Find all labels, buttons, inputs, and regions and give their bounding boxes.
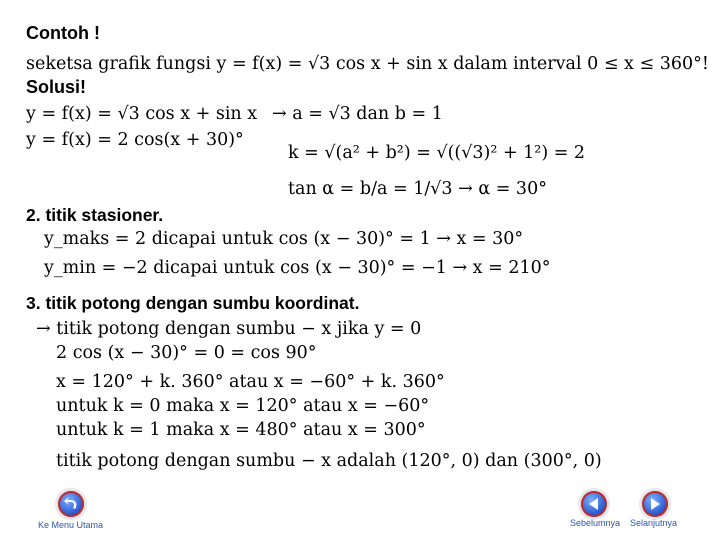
section-3-line-3: x = 120° + k. 360° atau x = −60° + k. 360° <box>56 372 445 392</box>
y-max-line: y_maks = 2 dicapai untuk cos (x − 30)° = 1 → x = 30° <box>44 229 524 249</box>
tan-equation: tan α = b/a = 1/√3 → α = 30° <box>288 179 547 199</box>
section-3-line-1: → titik potong dengan sumbu − x jika y = 0 <box>36 319 422 339</box>
right-triangle-icon <box>642 491 668 517</box>
section-3-line-6: titik potong dengan sumbu − x adalah (120°, 0) dan (300°, 0) <box>56 451 602 471</box>
equation-2: y = f(x) = 2 cos(x + 30)° <box>26 130 244 150</box>
section-3-heading: 3. titik potong dengan sumbu koordinat. <box>26 293 360 313</box>
equation-1: y = f(x) = √3 cos x + sin x <box>26 104 258 124</box>
left-triangle-icon <box>581 491 607 517</box>
home-button[interactable] <box>58 491 84 517</box>
next-button[interactable] <box>642 491 668 517</box>
heading-example: Contoh ! <box>26 23 100 43</box>
previous-label[interactable]: Sebelumnya <box>570 518 621 528</box>
section-3-line-5: untuk k = 1 maka x = 480° atau x = 300° <box>56 420 426 440</box>
y-min-line: y_min = −2 dicapai untuk cos (x − 30)° = −1 → x = 210° <box>44 258 551 278</box>
section-3-line-4: untuk k = 0 maka x = 120° atau x = −60° <box>56 396 430 416</box>
next-label[interactable]: Selanjutnya <box>630 518 678 528</box>
return-arrow-icon <box>58 491 84 517</box>
home-label[interactable]: Ke Menu Utama <box>38 520 104 530</box>
previous-button[interactable] <box>581 491 607 517</box>
section-2-heading: 2. titik stasioner. <box>26 205 164 225</box>
section-3-line-2: 2 cos (x − 30)° = 0 = cos 90° <box>56 343 317 363</box>
k-equation: k = √(a² + b²) = √((√3)² + 1²) = 2 <box>288 143 586 163</box>
problem-statement: seketsa grafik fungsi y = f(x) = √3 cos x + sin x dalam interval 0 ≤ x ≤ 360°! <box>26 54 709 74</box>
heading-solution: Solusi! <box>26 77 87 97</box>
equation-1-result: → a = √3 dan b = 1 <box>272 104 443 124</box>
